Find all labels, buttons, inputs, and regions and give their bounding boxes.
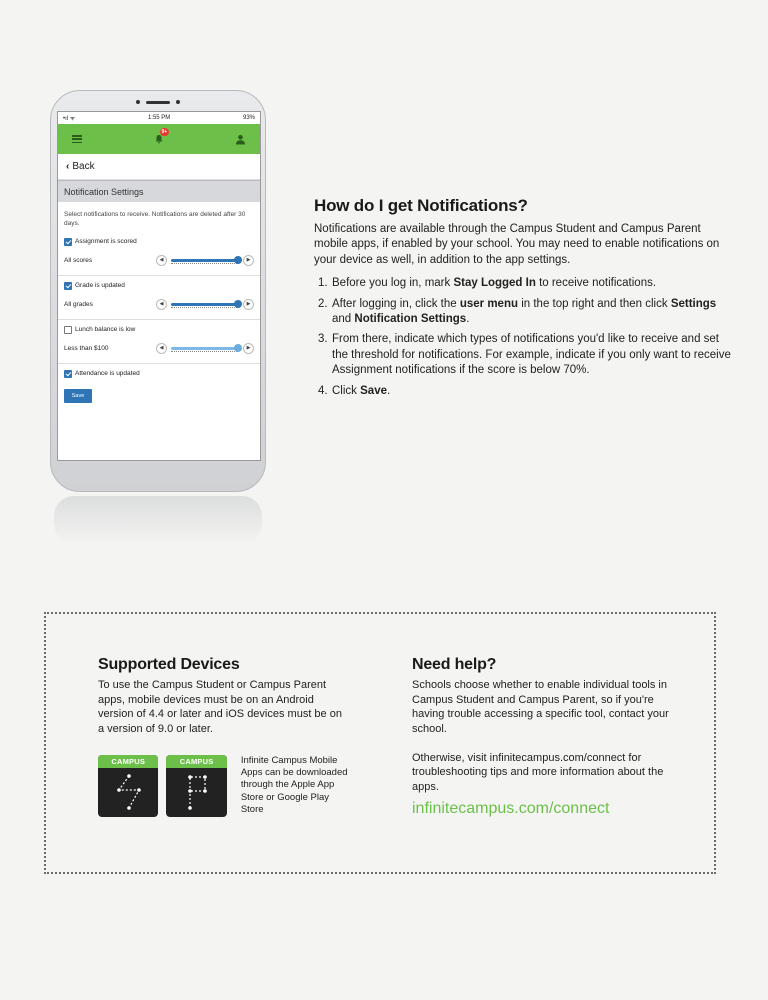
slider-track[interactable] (171, 303, 239, 306)
threshold-label: Less than $100 (64, 344, 109, 352)
arrow-left-icon[interactable]: ◀ (156, 343, 167, 354)
option-label: Grade is updated (75, 282, 125, 290)
threshold-label: All grades (64, 300, 93, 308)
list-item: 2. After logging in, click the user menu in the top right and then click Settings and Notification Settings. (318, 297, 717, 326)
list-item: 4. Click Save. (318, 384, 391, 397)
status-time: 1:55 PM (147, 115, 171, 121)
need-help-body-2: Otherwise, visit infinitecampus.com/connect for troubleshooting tips and more information about the apps. (412, 751, 664, 793)
supported-devices-body: To use the Campus Student or Campus Parent apps, mobile devices must be on an Android version of 4.4 or later and iOS devices must be on a version of 9.0 or later. (98, 679, 342, 735)
arrow-left-icon[interactable]: ◀ (156, 255, 167, 266)
list-item: 3. From there, indicate which types of notifications you'd like to receive and set the threshold for notifications. For example, indicate if you only want to receive Assignment notifications if the score is below 70%. (318, 333, 731, 377)
bell-icon[interactable] (154, 129, 168, 144)
arrow-right-icon[interactable]: ▶ (243, 343, 254, 354)
campus-parent-app-icon: CAMPUS (166, 755, 226, 817)
supported-devices-title: Supported Devices (98, 656, 240, 673)
threshold-label: All scores (64, 256, 93, 264)
slider-track[interactable] (171, 259, 239, 262)
threshold-slider[interactable] (156, 343, 254, 354)
info-box (44, 612, 716, 874)
option-grade-updated[interactable] (58, 279, 260, 293)
threshold-row (58, 337, 260, 360)
arrow-right-icon[interactable]: ▶ (243, 299, 254, 310)
option-label: Attendance is updated (75, 370, 140, 378)
divider (58, 319, 260, 320)
camera-dot (176, 100, 180, 104)
status-bar (58, 112, 260, 124)
campus-student-app-icon: CAMPUS (98, 755, 158, 817)
slider-knob[interactable] (234, 256, 242, 264)
slider-knob[interactable] (234, 344, 242, 352)
phone-reflection (54, 496, 262, 544)
chevron-left-icon: ‹ (66, 161, 70, 172)
notifications-howto (314, 196, 734, 404)
arrow-left-icon[interactable]: ◀ (156, 299, 167, 310)
checkbox-checked[interactable] (64, 282, 72, 290)
checkbox-checked[interactable] (64, 370, 72, 378)
need-help-section (412, 656, 672, 818)
notification-settings-header: Notification Settings (58, 180, 260, 202)
status-battery: 93% (242, 115, 255, 121)
threshold-row (58, 293, 260, 316)
app-header (58, 124, 260, 154)
phone-mockup (50, 90, 266, 492)
slider-track[interactable] (171, 347, 239, 350)
phone-earpiece (51, 95, 265, 109)
divider (58, 363, 260, 364)
howto-title: How do I get Notifications? (314, 196, 528, 215)
back-button[interactable] (58, 154, 260, 180)
threshold-row (58, 249, 260, 272)
save-button[interactable]: Save (64, 389, 92, 403)
howto-intro: Notifications are available through the Campus Student and Campus Parent mobile apps, if enabled by your school. You may need to enable notifications on your device as well, in addition to the app settings. (314, 223, 720, 266)
signal-icon: •ıl ᯤ (63, 116, 76, 122)
need-help-title: Need help? (412, 656, 497, 673)
hamburger-menu-icon[interactable] (72, 135, 82, 143)
app-icons-row (98, 755, 348, 817)
notification-instructions: Select notifications to receive. Notifications are deleted after 30 days. (64, 211, 246, 228)
option-label: Lunch balance is low (75, 326, 136, 334)
threshold-slider[interactable] (156, 255, 254, 266)
threshold-slider[interactable] (156, 299, 254, 310)
user-menu-icon[interactable] (235, 134, 246, 145)
speaker-grille (146, 101, 170, 104)
connect-link[interactable]: infinitecampus.com/connect (412, 800, 610, 818)
supported-devices-section (98, 656, 348, 817)
checkbox-unchecked[interactable] (64, 326, 72, 334)
slider-knob[interactable] (234, 300, 242, 308)
divider (58, 275, 260, 276)
list-item: 1. Before you log in, mark Stay Logged In to receive notifications. (318, 277, 657, 290)
checkbox-checked[interactable] (64, 238, 72, 246)
need-help-body: Schools choose whether to enable individual tools in Campus Student and Campus Parent, so if you're having trouble accessing a specific tool, contact your school. (412, 679, 669, 735)
notification-count-badge: 9+ (161, 129, 168, 135)
option-label: Assignment is scored (75, 238, 137, 246)
option-lunch-balance[interactable] (58, 323, 260, 337)
arrow-right-icon[interactable]: ▶ (243, 255, 254, 266)
option-assignment-scored[interactable] (58, 235, 260, 249)
phone-screen (57, 111, 261, 461)
option-attendance-updated[interactable] (58, 367, 260, 381)
apps-download-note: Infinite Campus Mobile Apps can be downloaded through the Apple App Store or Google Play Store (240, 754, 348, 815)
howto-steps (314, 276, 734, 399)
camera-dot (136, 100, 140, 104)
back-label: Back (72, 161, 95, 172)
